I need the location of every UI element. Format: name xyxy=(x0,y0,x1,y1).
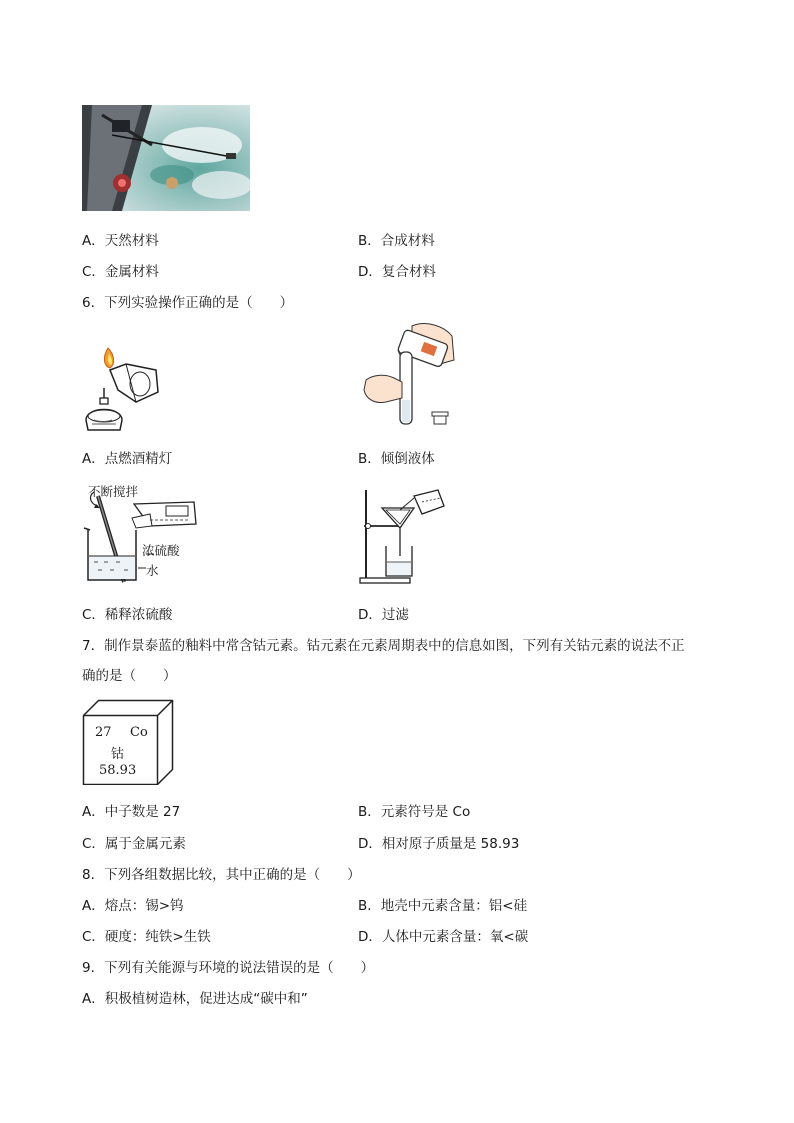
acid-label: 浓硫酸 xyxy=(142,543,180,558)
q9-option-a: A．积极植树造林，促进达成“碳中和” xyxy=(82,991,308,1007)
q5-option-c: C．金属材料 xyxy=(82,264,159,280)
element-symbol: Co xyxy=(130,725,148,740)
q7-stem-line2: 确的是（ ） xyxy=(82,668,177,684)
q5-option-b: B．合成材料 xyxy=(358,233,435,249)
q6-option-d: D．过滤 xyxy=(358,607,409,623)
q8-option-d: D．人体中元素含量：氧<碳 xyxy=(358,929,529,945)
atomic-mass: 58.93 xyxy=(99,763,137,778)
q5-option-a: A．天然材料 xyxy=(82,233,159,249)
q7-stem-line1: 7．制作景泰蓝的釉料中常含钴元素。钴元素在元素周期表中的信息如图，下列有关钴元素的说法不正 xyxy=(82,638,685,654)
element-name: 钴 xyxy=(111,747,125,762)
alcohol-lamp-illustration xyxy=(80,340,170,435)
q8-option-b: B．地壳中元素含量：铝<硅 xyxy=(358,898,528,914)
element-cell xyxy=(82,699,174,785)
q7-option-d: D．相对原子质量是 58.93 xyxy=(358,836,520,852)
water-label: 水 xyxy=(146,563,159,578)
q7-option-c: C．属于金属元素 xyxy=(82,836,186,852)
q7-option-b: B．元素符号是 Co xyxy=(358,804,471,820)
stir-label: 不断搅拌 xyxy=(88,484,139,499)
q7-option-a: A．中子数是 27 xyxy=(82,804,181,820)
q9-stem: 9．下列有关能源与环境的说法错误的是（ ） xyxy=(82,960,375,976)
q6-option-a: A．点燃酒精灯 xyxy=(82,451,173,467)
q8-option-a: A．熔点：锡>钨 xyxy=(82,898,184,914)
q5-option-d: D．复合材料 xyxy=(358,264,436,280)
q8-stem: 8．下列各组数据比较，其中正确的是（ ） xyxy=(82,867,361,883)
q6-option-b: B．倾倒液体 xyxy=(358,451,435,467)
filtration-illustration xyxy=(356,486,448,586)
atomic-number: 27 xyxy=(95,725,112,740)
q6-stem: 6．下列实验操作正确的是（ ） xyxy=(82,295,294,311)
pouring-liquid-illustration xyxy=(356,320,460,430)
q8-option-c: C．硬度：纯铁>生铁 xyxy=(82,929,211,945)
space-station-photo xyxy=(82,105,250,211)
q6-option-c: C．稀释浓硫酸 xyxy=(82,607,173,623)
